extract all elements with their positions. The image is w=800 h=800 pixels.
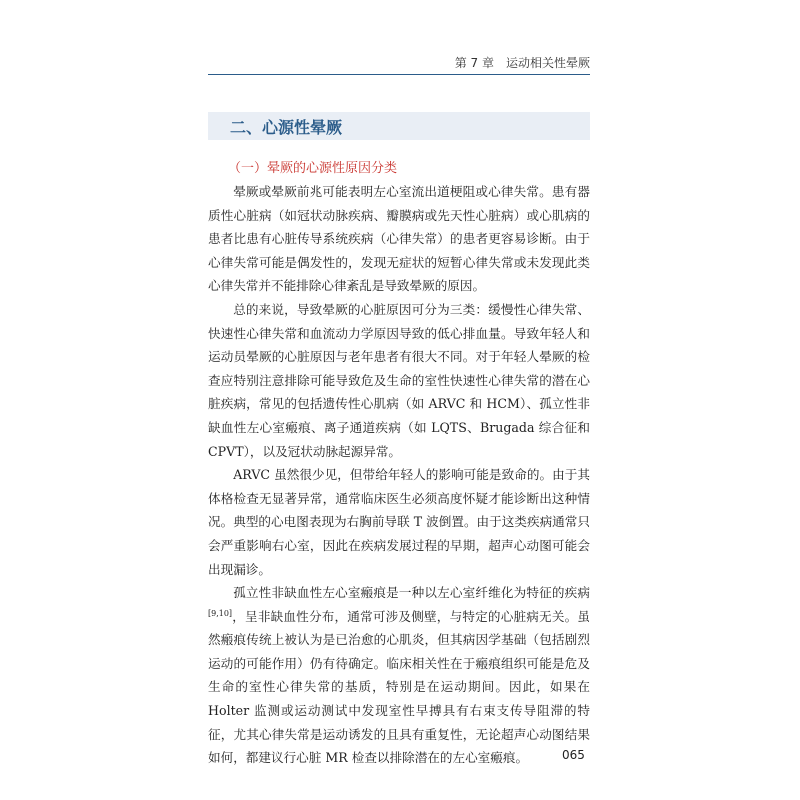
paragraph-1: 晕厥或晕厥前兆可能表明左心室流出道梗阻或心律失常。患有器质性心脏病（如冠状动脉疾病、瓣膜病或先天性心脏病）或心肌病的患者比患有心脏传导系统疾病（心律失常）的患者更容易诊断。由于心律失常可能是偶发性的，发现无症状的短暂心律失常或未发现此类心律失常并不能排除心律紊乱是导致晕厥的原因。 (208, 184, 590, 294)
paragraph-4-text-b: ，呈非缺血性分布，通常可涉及侧壁，与特定的心脏病无关。虽然瘢痕传统上被认为是已治愈的心肌炎，但其病因学基础（包括剧烈运动的可能作用）仍有待确定。临床相关性在于瘢痕组织可能是危及生命的室性心律失常的基质，特别是在运动期间。因此，如果在 Holter 监测或运动测试中发现室性早搏具有右束支传导阻滞的特征，尤其心律失常是运动诱发的且具有重复性，无论超声心动图结果如何，都建议行心脏 MR 检查以排除潜在的左心室瘢痕。 (208, 608, 590, 766)
chapter-number: 第 7 章 (454, 55, 494, 70)
section-heading-bar (208, 112, 590, 140)
page-number: 065 (562, 748, 585, 762)
citation-reference: [9,10] (208, 608, 233, 618)
paragraph-3: ARVC 虽然很少见，但带给年轻人的影响可能是致命的。由于其体格检查无显著异常，通常临床医生必须高度怀疑才能诊断出这种情况。典型的心电图表现为右胸前导联 T 波倒置。由于这类疾病通常只会严重影响右心室，因此在疾病发展过程的早期，超声心动图可能会出现漏诊。 (208, 467, 590, 577)
paragraph-2: 总的来说，导致晕厥的心脏原因可分为三类：缓慢性心律失常、快速性心律失常和血流动力学原因导致的低心排血量。导致年轻人和运动员晕厥的心脏原因与老年患者有很大不同。对于年轻人晕厥的检查应特别注意排除可能导致危及生命的室性快速性心律失常的潜在心脏疾病，常见的包括遗传性心肌病（如 ARVC 和 HCM）、孤立性非缺血性左心室瘢痕、离子通道疾病（如 LQTS、Brugada 综合征和 CPVT），以及冠状动脉起源异常。 (208, 301, 590, 459)
section-title: 二、心源性晕厥 (230, 117, 343, 137)
chapter-title: 运动相关性晕厥 (505, 55, 590, 70)
running-header (208, 50, 590, 75)
body-text (208, 180, 590, 770)
paragraph-4-text-a: 孤立性非缺血性左心室瘢痕是一种以左心室纤维化为特征的疾病 (233, 585, 590, 601)
paragraph-4 (208, 581, 590, 770)
subsection-title: （一）晕厥的心源性原因分类 (228, 161, 398, 176)
